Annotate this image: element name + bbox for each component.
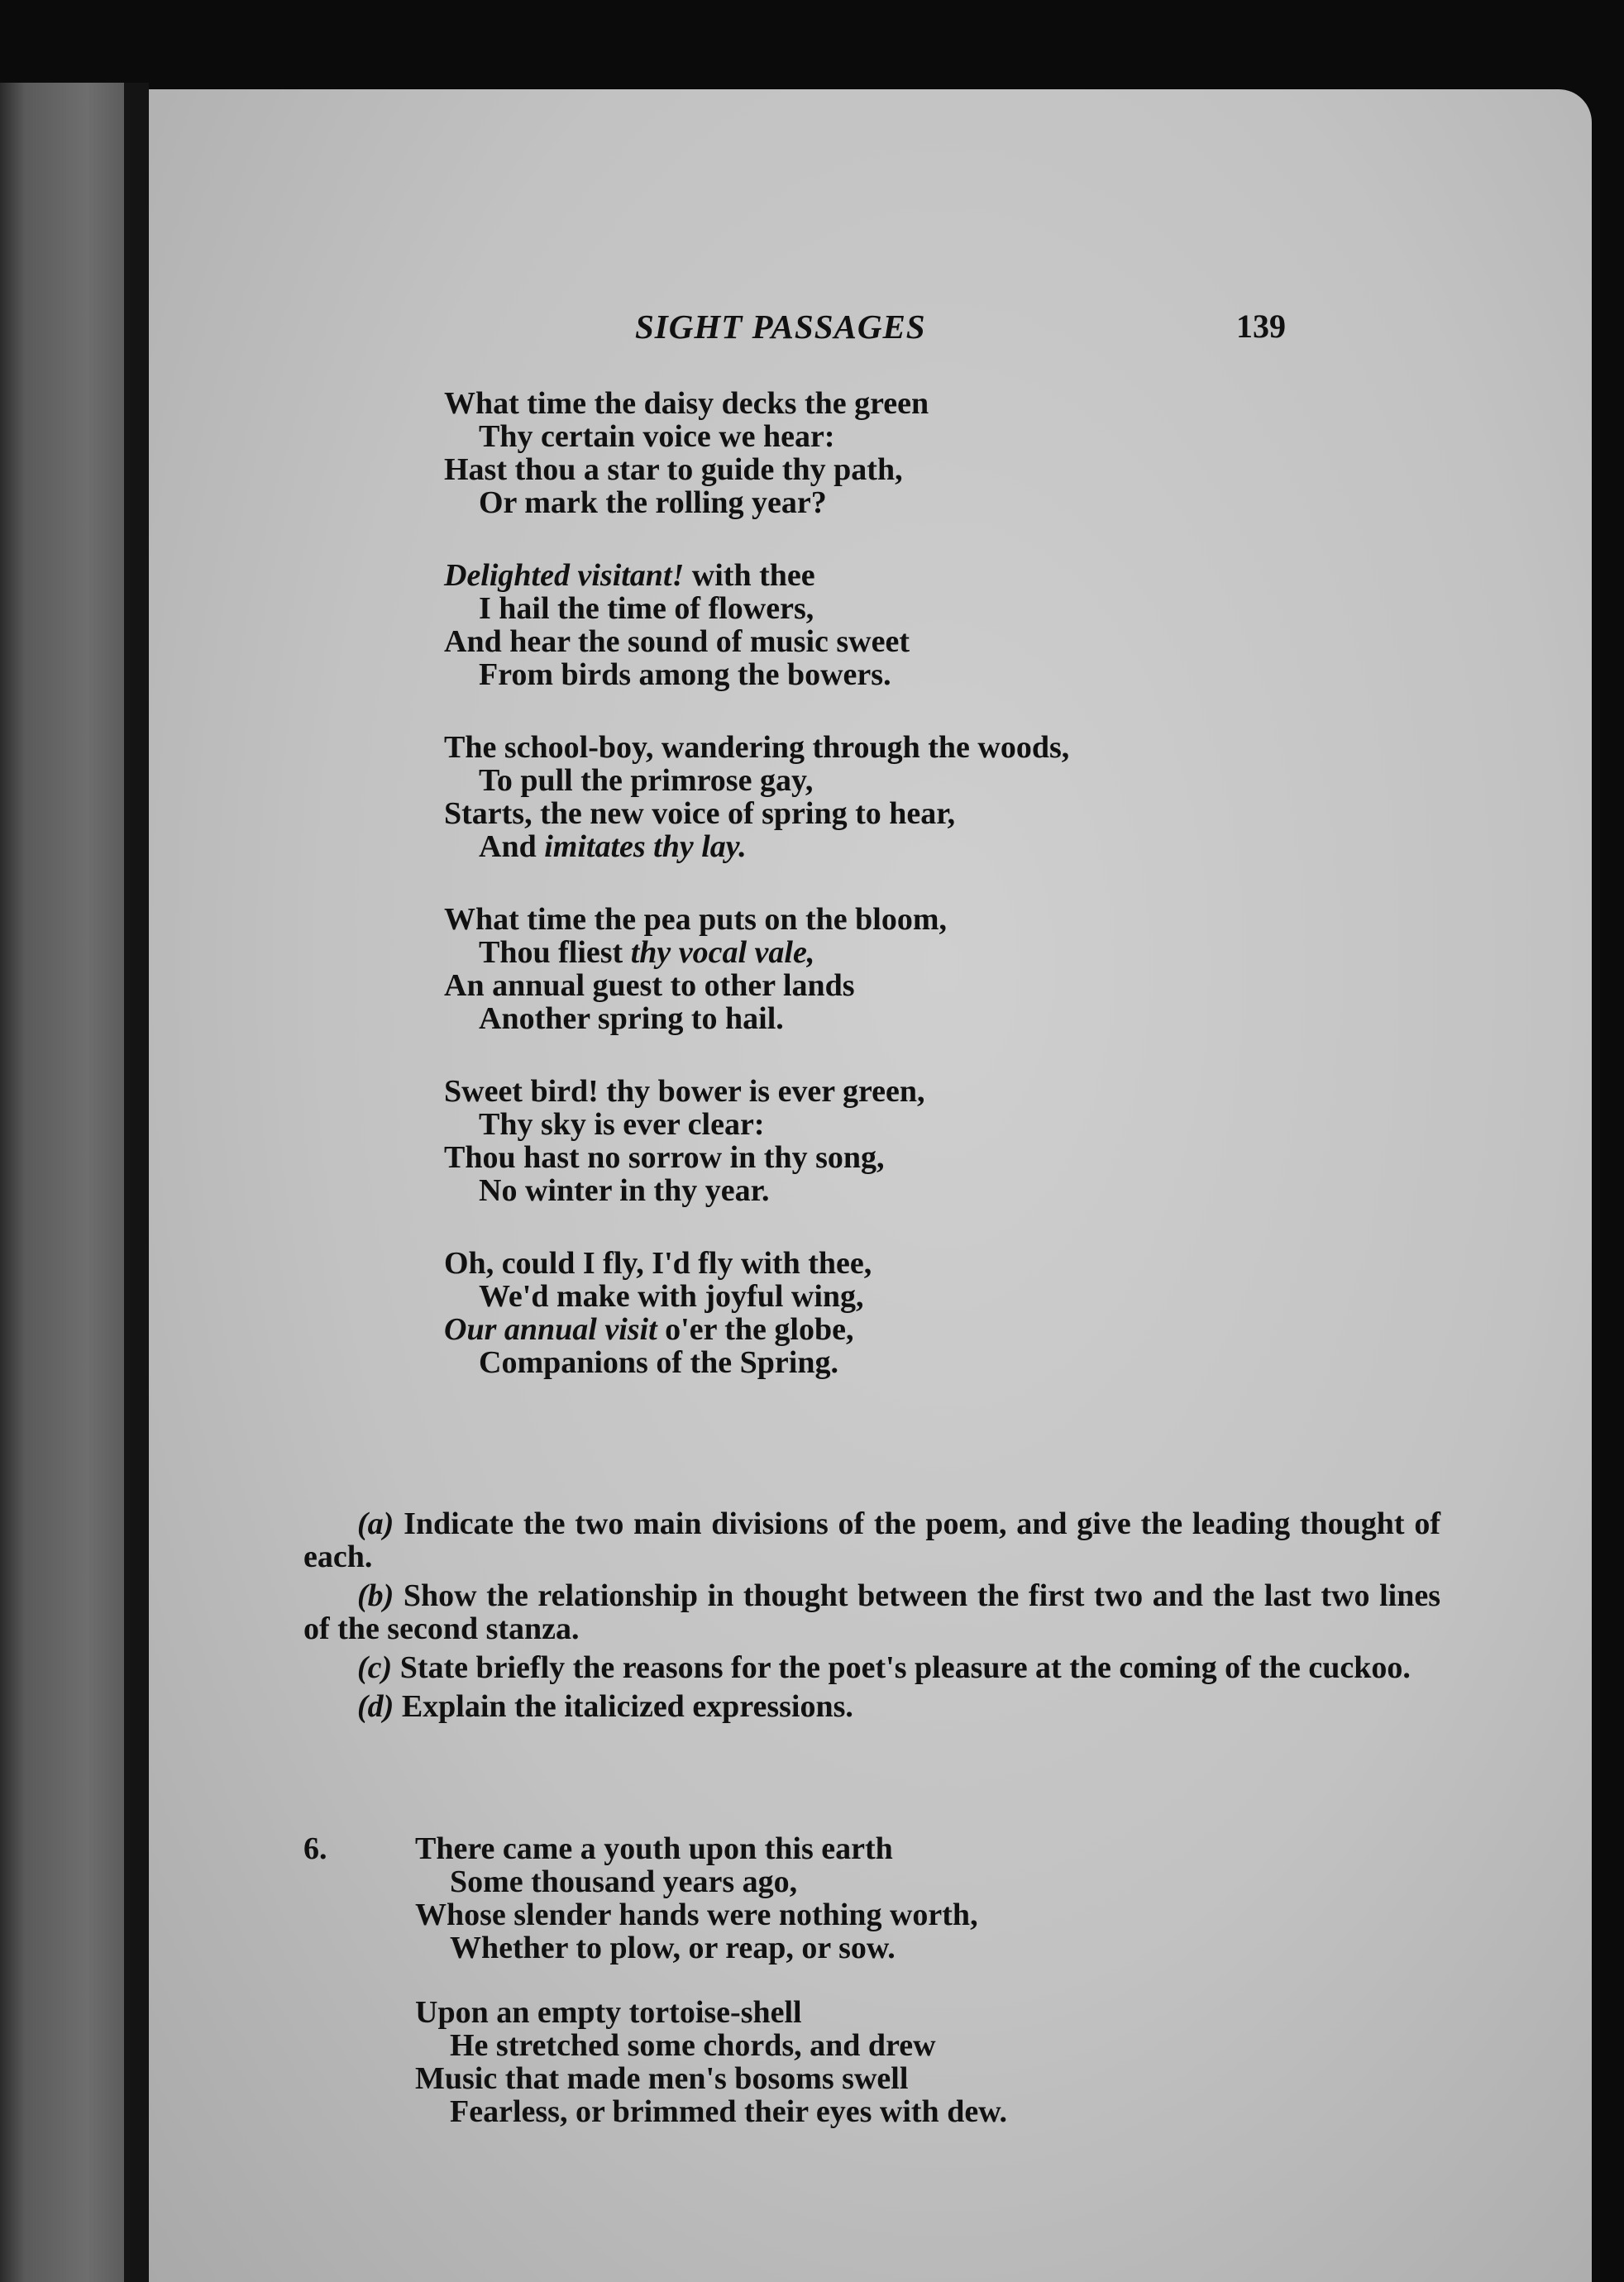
poem-line: He stretched some chords, and drew (450, 2028, 936, 2063)
running-head: SIGHT PASSAGES (635, 308, 926, 346)
stanza-4 (444, 903, 1436, 1035)
poem-line: Starts, the new voice of spring to hear, (444, 796, 956, 831)
poem-line (444, 830, 1436, 863)
poem-line: Fearless, or brimmed their eyes with dew. (450, 2094, 1008, 2129)
question-text: Show the relationship in thought between the first two and the last two lines of the second stanza. (303, 1578, 1440, 1646)
poem-line (444, 936, 1436, 969)
poem-line: Oh, could I fly, I'd fly with thee, (444, 1246, 872, 1281)
book-binding-gutter (124, 83, 149, 2282)
question-c (303, 1651, 1440, 1684)
poem-line: Thy certain voice we hear: (479, 419, 835, 454)
line-text: with thee (684, 558, 815, 593)
stanza-2 (444, 559, 1436, 691)
question-label: (d) (357, 1689, 394, 1724)
poem-line: And hear the sound of music sweet (444, 624, 910, 659)
poem-line: Or mark the rolling year? (479, 485, 827, 520)
poem-line: No winter in thy year. (479, 1173, 770, 1208)
poem-line: To pull the primrose gay, (479, 763, 814, 798)
poem-line: Whose slender hands were nothing worth, (415, 1898, 978, 1932)
poem-line: Thy sky is ever clear: (479, 1107, 765, 1142)
line-text: o'er the globe, (657, 1312, 854, 1347)
poem-line: There came a youth upon this earth (415, 1831, 893, 1866)
stanza-1 (444, 387, 1436, 519)
stanza-3 (444, 731, 1436, 863)
poem-line: Hast thou a star to guide thy path, (444, 452, 903, 487)
poem-line: Music that made men's bosoms swell (415, 2061, 909, 2096)
italic-phrase: imitates thy lay. (544, 829, 747, 864)
stanza-2 (415, 1996, 1325, 2128)
question-label: (a) (357, 1506, 394, 1541)
stanza-6 (444, 1247, 1436, 1379)
stanza-5 (444, 1075, 1436, 1207)
italic-phrase: Our annual visit (444, 1312, 657, 1347)
poem-line: Thou hast no sorrow in thy song, (444, 1140, 885, 1175)
poem-line: Companions of the Spring. (479, 1345, 838, 1380)
poem-cuckoo (444, 387, 1436, 1419)
poem-line: Some thousand years ago, (450, 1864, 798, 1899)
question-label: (c) (357, 1650, 393, 1685)
line-text: And (479, 829, 545, 864)
poem-line: From birds among the bowers. (479, 657, 891, 692)
question-d (303, 1690, 1440, 1723)
poem-line: I hail the time of flowers, (479, 591, 814, 626)
poem-line (444, 559, 1436, 592)
poem-line: An annual guest to other lands (444, 968, 855, 1003)
poem-line: The school-boy, wandering through the woods, (444, 730, 1070, 765)
book-page (149, 89, 1592, 2282)
italic-phrase: Delighted visitant! (444, 558, 685, 593)
poem-line: Another spring to hail. (479, 1001, 784, 1036)
stanza-1 (415, 1832, 1325, 1965)
page-header (149, 307, 1592, 356)
poem-line: Sweet bird! thy bower is ever green, (444, 1074, 925, 1109)
question-text: State briefly the reasons for the poet's pleasure at the coming of the cuckoo. (392, 1650, 1411, 1685)
poem-youth (415, 1832, 1325, 2160)
question-text: Explain the italicized expressions. (394, 1689, 853, 1724)
question-label: (b) (357, 1578, 394, 1613)
page-number: 139 (1236, 308, 1286, 345)
line-text: Thou fliest (479, 935, 631, 970)
poem-line: We'd make with joyful wing, (479, 1279, 864, 1314)
question-a (303, 1507, 1440, 1573)
poem-line: What time the pea puts on the bloom, (444, 902, 948, 937)
question-list (303, 1507, 1440, 1729)
question-b (303, 1579, 1440, 1645)
poem-line: What time the daisy decks the green (444, 386, 929, 421)
italic-phrase: thy vocal vale, (630, 935, 815, 970)
passage-number: 6. (303, 1831, 327, 1866)
question-text: Indicate the two main divisions of the poem, and give the leading thought of each. (303, 1506, 1440, 1574)
poem-line: Upon an empty tortoise-shell (415, 1995, 802, 2030)
facing-page-edge (0, 83, 124, 2282)
poem-line: Whether to plow, or reap, or sow. (450, 1931, 896, 1965)
poem-line (444, 1313, 1436, 1346)
